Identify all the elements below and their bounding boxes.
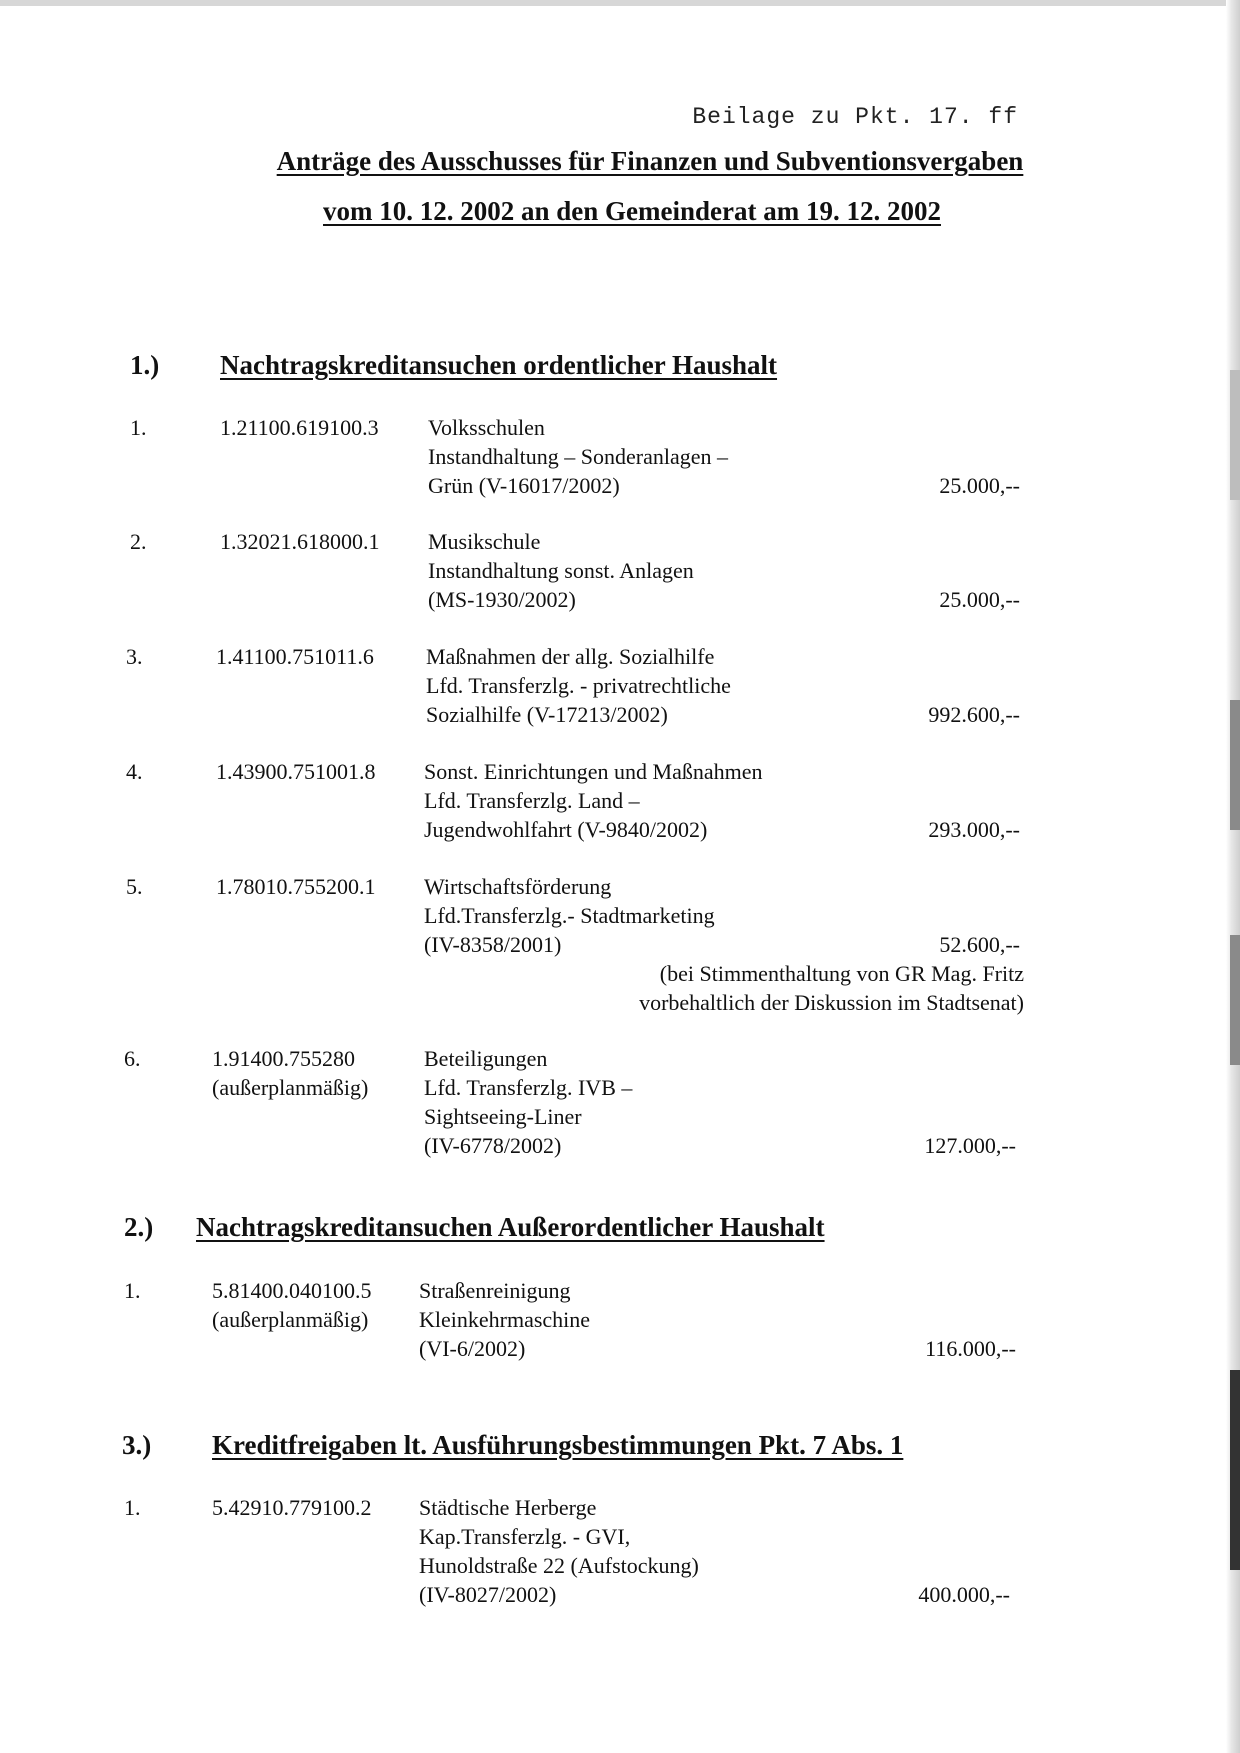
entry-amount: 992.600,-- (928, 702, 1020, 727)
entry-description-line: Volksschulen (428, 415, 545, 440)
entry-note-line: (bei Stimmenthaltung von GR Mag. Fritz (659, 961, 1024, 986)
entry-description-line: (IV-8027/2002) (419, 1582, 557, 1607)
scan-edge-top (0, 0, 1240, 6)
section-title: Nachtragskreditansuchen Außerordentlicher Haushalt (196, 1212, 825, 1242)
scan-mark (1230, 370, 1240, 500)
entry-amount: 293.000,-- (928, 817, 1020, 842)
entry-description-line: Kleinkehrmaschine (419, 1307, 591, 1332)
entry-description-line: Wirtschaftsförderung (424, 874, 612, 899)
entry-amount: 52.600,-- (939, 932, 1020, 957)
entry-description-line: Lfd. Transferzlg. IVB – (424, 1075, 633, 1100)
entry-account-note: (außerplanmäßig) (212, 1075, 369, 1100)
entry-description-line: Maßnahmen der allg. Sozialhilfe (426, 644, 715, 669)
section-number: 2.) (124, 1212, 154, 1242)
entry-description-line: Straßenreinigung (419, 1278, 571, 1303)
entry-description-line: Beteiligungen (424, 1046, 548, 1071)
entry-index: 5. (126, 874, 143, 899)
entry-description-line: (IV-6778/2002) (424, 1133, 562, 1158)
entry-description-line: Instandhaltung – Sonderanlagen – (428, 444, 728, 469)
entry-amount: 25.000,-- (939, 473, 1020, 498)
entry-index: 6. (124, 1046, 141, 1071)
entry-description-line: Instandhaltung sonst. Anlagen (428, 558, 694, 583)
entry-description-line: Musikschule (428, 529, 541, 554)
entry-account: 1.41100.751011.6 (216, 644, 374, 669)
entry-index: 1. (130, 415, 147, 440)
entry-account: 1.32021.618000.1 (220, 529, 380, 554)
entry-account: 1.91400.755280 (212, 1046, 355, 1071)
entry-description-line: Sonst. Einrichtungen und Maßnahmen (424, 759, 763, 784)
entry-description-line: Städtische Herberge (419, 1495, 597, 1520)
entry-description-line: Hunoldstraße 22 (Aufstockung) (419, 1553, 699, 1578)
entry-amount: 400.000,-- (918, 1582, 1010, 1607)
entry-description-line: Lfd.Transferzlg.- Stadtmarketing (424, 903, 715, 928)
entry-account: 1.21100.619100.3 (220, 415, 379, 440)
entry-index: 1. (124, 1495, 141, 1520)
header-reference: Beilage zu Pkt. 17. ff (692, 104, 1018, 130)
entry-description-line: (IV-8358/2001) (424, 932, 562, 957)
entry-description-line: Sightseeing-Liner (424, 1104, 582, 1129)
entry-account: 5.81400.040100.5 (212, 1278, 372, 1303)
entry-amount: 127.000,-- (924, 1133, 1016, 1158)
entry-description-line: Lfd. Transferzlg. - privatrechtliche (426, 673, 731, 698)
entry-description-line: Sozialhilfe (V-17213/2002) (426, 702, 668, 727)
scan-mark (1230, 1370, 1240, 1570)
section-title: Kreditfreigaben lt. Ausführungsbestimmungen Pkt. 7 Abs. 1 (212, 1430, 904, 1460)
entry-amount: 116.000,-- (925, 1336, 1016, 1361)
entry-amount: 25.000,-- (939, 587, 1020, 612)
entry-description-line: (VI-6/2002) (419, 1336, 526, 1361)
section-number: 3.) (122, 1430, 152, 1460)
entry-description-line: (MS-1930/2002) (428, 587, 576, 612)
entry-account-note: (außerplanmäßig) (212, 1307, 369, 1332)
scan-mark (1230, 700, 1240, 830)
section-number: 1.) (130, 350, 160, 380)
entry-index: 3. (126, 644, 143, 669)
entry-account: 1.43900.751001.8 (216, 759, 376, 784)
entry-description-line: Grün (V-16017/2002) (428, 473, 620, 498)
entry-description-line: Lfd. Transferzlg. Land – (424, 788, 640, 813)
entry-note-line: vorbehaltlich der Diskussion im Stadtsenat) (639, 990, 1024, 1015)
entry-index: 4. (126, 759, 143, 784)
entry-description-line: Kap.Transferzlg. - GVI, (419, 1524, 631, 1549)
entry-account: 5.42910.779100.2 (212, 1495, 372, 1520)
entry-index: 2. (130, 529, 147, 554)
document-title-line-2: vom 10. 12. 2002 an den Gemeinderat am 19. 12. 2002 (323, 196, 941, 226)
document-title-line-1: Anträge des Ausschusses für Finanzen und Subventionsvergaben (276, 146, 1024, 176)
scan-mark (1230, 935, 1240, 1065)
section-title: Nachtragskreditansuchen ordentlicher Haushalt (220, 350, 778, 380)
entry-account: 1.78010.755200.1 (216, 874, 376, 899)
entry-description-line: Jugendwohlfahrt (V-9840/2002) (424, 817, 708, 842)
entry-index: 1. (124, 1278, 141, 1303)
